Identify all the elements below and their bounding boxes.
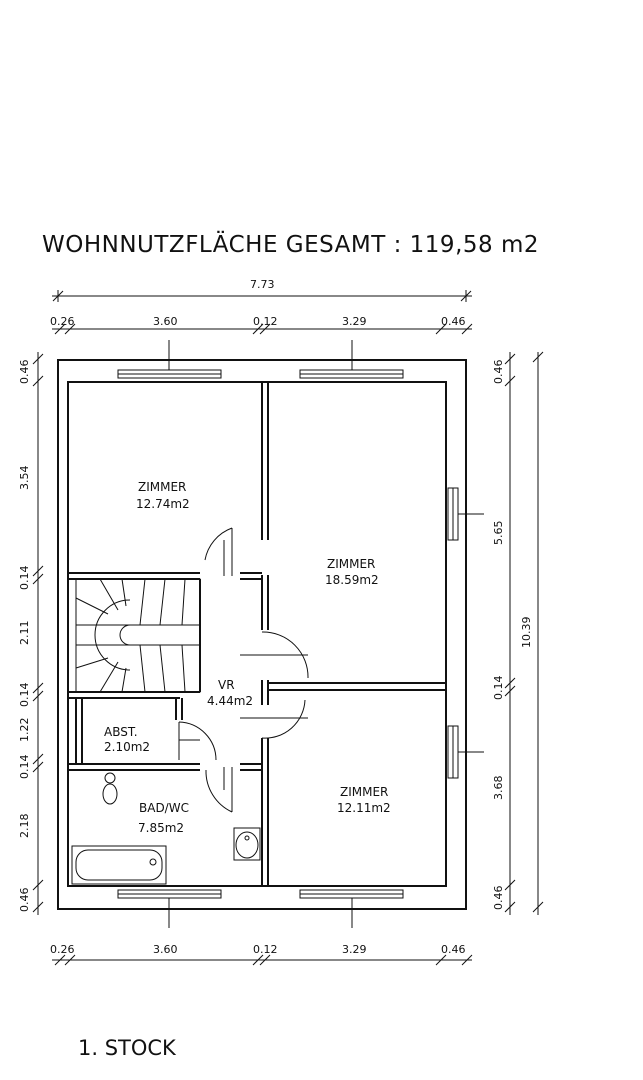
- room-area-1: 12.74m2: [136, 497, 190, 511]
- room-area-3: 4.44m2: [207, 694, 254, 708]
- top-dim-1: 0.26: [50, 315, 75, 328]
- bottom-dim-3: 0.12: [253, 943, 278, 956]
- bottom-dim-4: 3.29: [342, 943, 367, 956]
- left-dim-4: 2.11: [18, 620, 31, 645]
- bottom-dim-5: 0.46: [441, 943, 466, 956]
- room-area-5: 7.85m2: [138, 821, 185, 835]
- right-dim-4: 3.68: [492, 775, 505, 800]
- left-dimension-lines: [33, 352, 43, 915]
- left-dim-9: 0.46: [18, 887, 31, 912]
- top-dim-5: 0.46: [441, 315, 466, 328]
- room-name-1: ZIMMER: [138, 480, 187, 494]
- right-dimension-labels: [492, 360, 533, 911]
- right-dim-1: 0.46: [492, 359, 505, 384]
- left-dim-6: 1.22: [18, 717, 31, 742]
- left-dim-1: 0.46: [18, 359, 31, 384]
- room-name-6: ZIMMER: [340, 785, 389, 799]
- plan-title: WOHNNUTZFLÄCHE GESAMT : 119,58 m2: [42, 232, 539, 258]
- top-dim-3: 0.12: [253, 315, 278, 328]
- left-dim-2: 3.54: [18, 465, 31, 490]
- left-dimension-labels: [18, 360, 31, 913]
- bottom-dim-1: 0.26: [50, 943, 75, 956]
- floor-label: 1. STOCK: [78, 1036, 176, 1060]
- bottom-dimension-lines: [52, 955, 472, 965]
- top-total-dim: 7.73: [250, 278, 275, 291]
- left-dim-7: 0.14: [18, 754, 31, 779]
- room-name-5: BAD/WC: [139, 801, 189, 815]
- left-dim-5: 0.14: [18, 682, 31, 707]
- room-name-4: ABST.: [104, 725, 138, 739]
- room-name-3: VR: [218, 678, 235, 692]
- right-dim-3: 0.14: [492, 675, 505, 700]
- bottom-dim-2: 3.60: [153, 943, 178, 956]
- room-area-6: 12.11m2: [337, 801, 391, 815]
- room-name-2: ZIMMER: [327, 557, 376, 571]
- top-dim-4: 3.29: [342, 315, 367, 328]
- room-area-4: 2.10m2: [104, 740, 151, 754]
- right-dim-2: 5.65: [492, 520, 505, 545]
- room-area-2: 18.59m2: [325, 573, 379, 587]
- right-dim-5: 0.46: [492, 885, 505, 910]
- exterior-walls: [58, 340, 484, 928]
- toilet-icon: [105, 773, 115, 783]
- left-dim-8: 2.18: [18, 813, 31, 838]
- left-dim-3: 0.14: [18, 565, 31, 590]
- staircase: [76, 579, 200, 692]
- top-dim-2: 3.60: [153, 315, 178, 328]
- right-total-dim: 10.39: [520, 616, 533, 648]
